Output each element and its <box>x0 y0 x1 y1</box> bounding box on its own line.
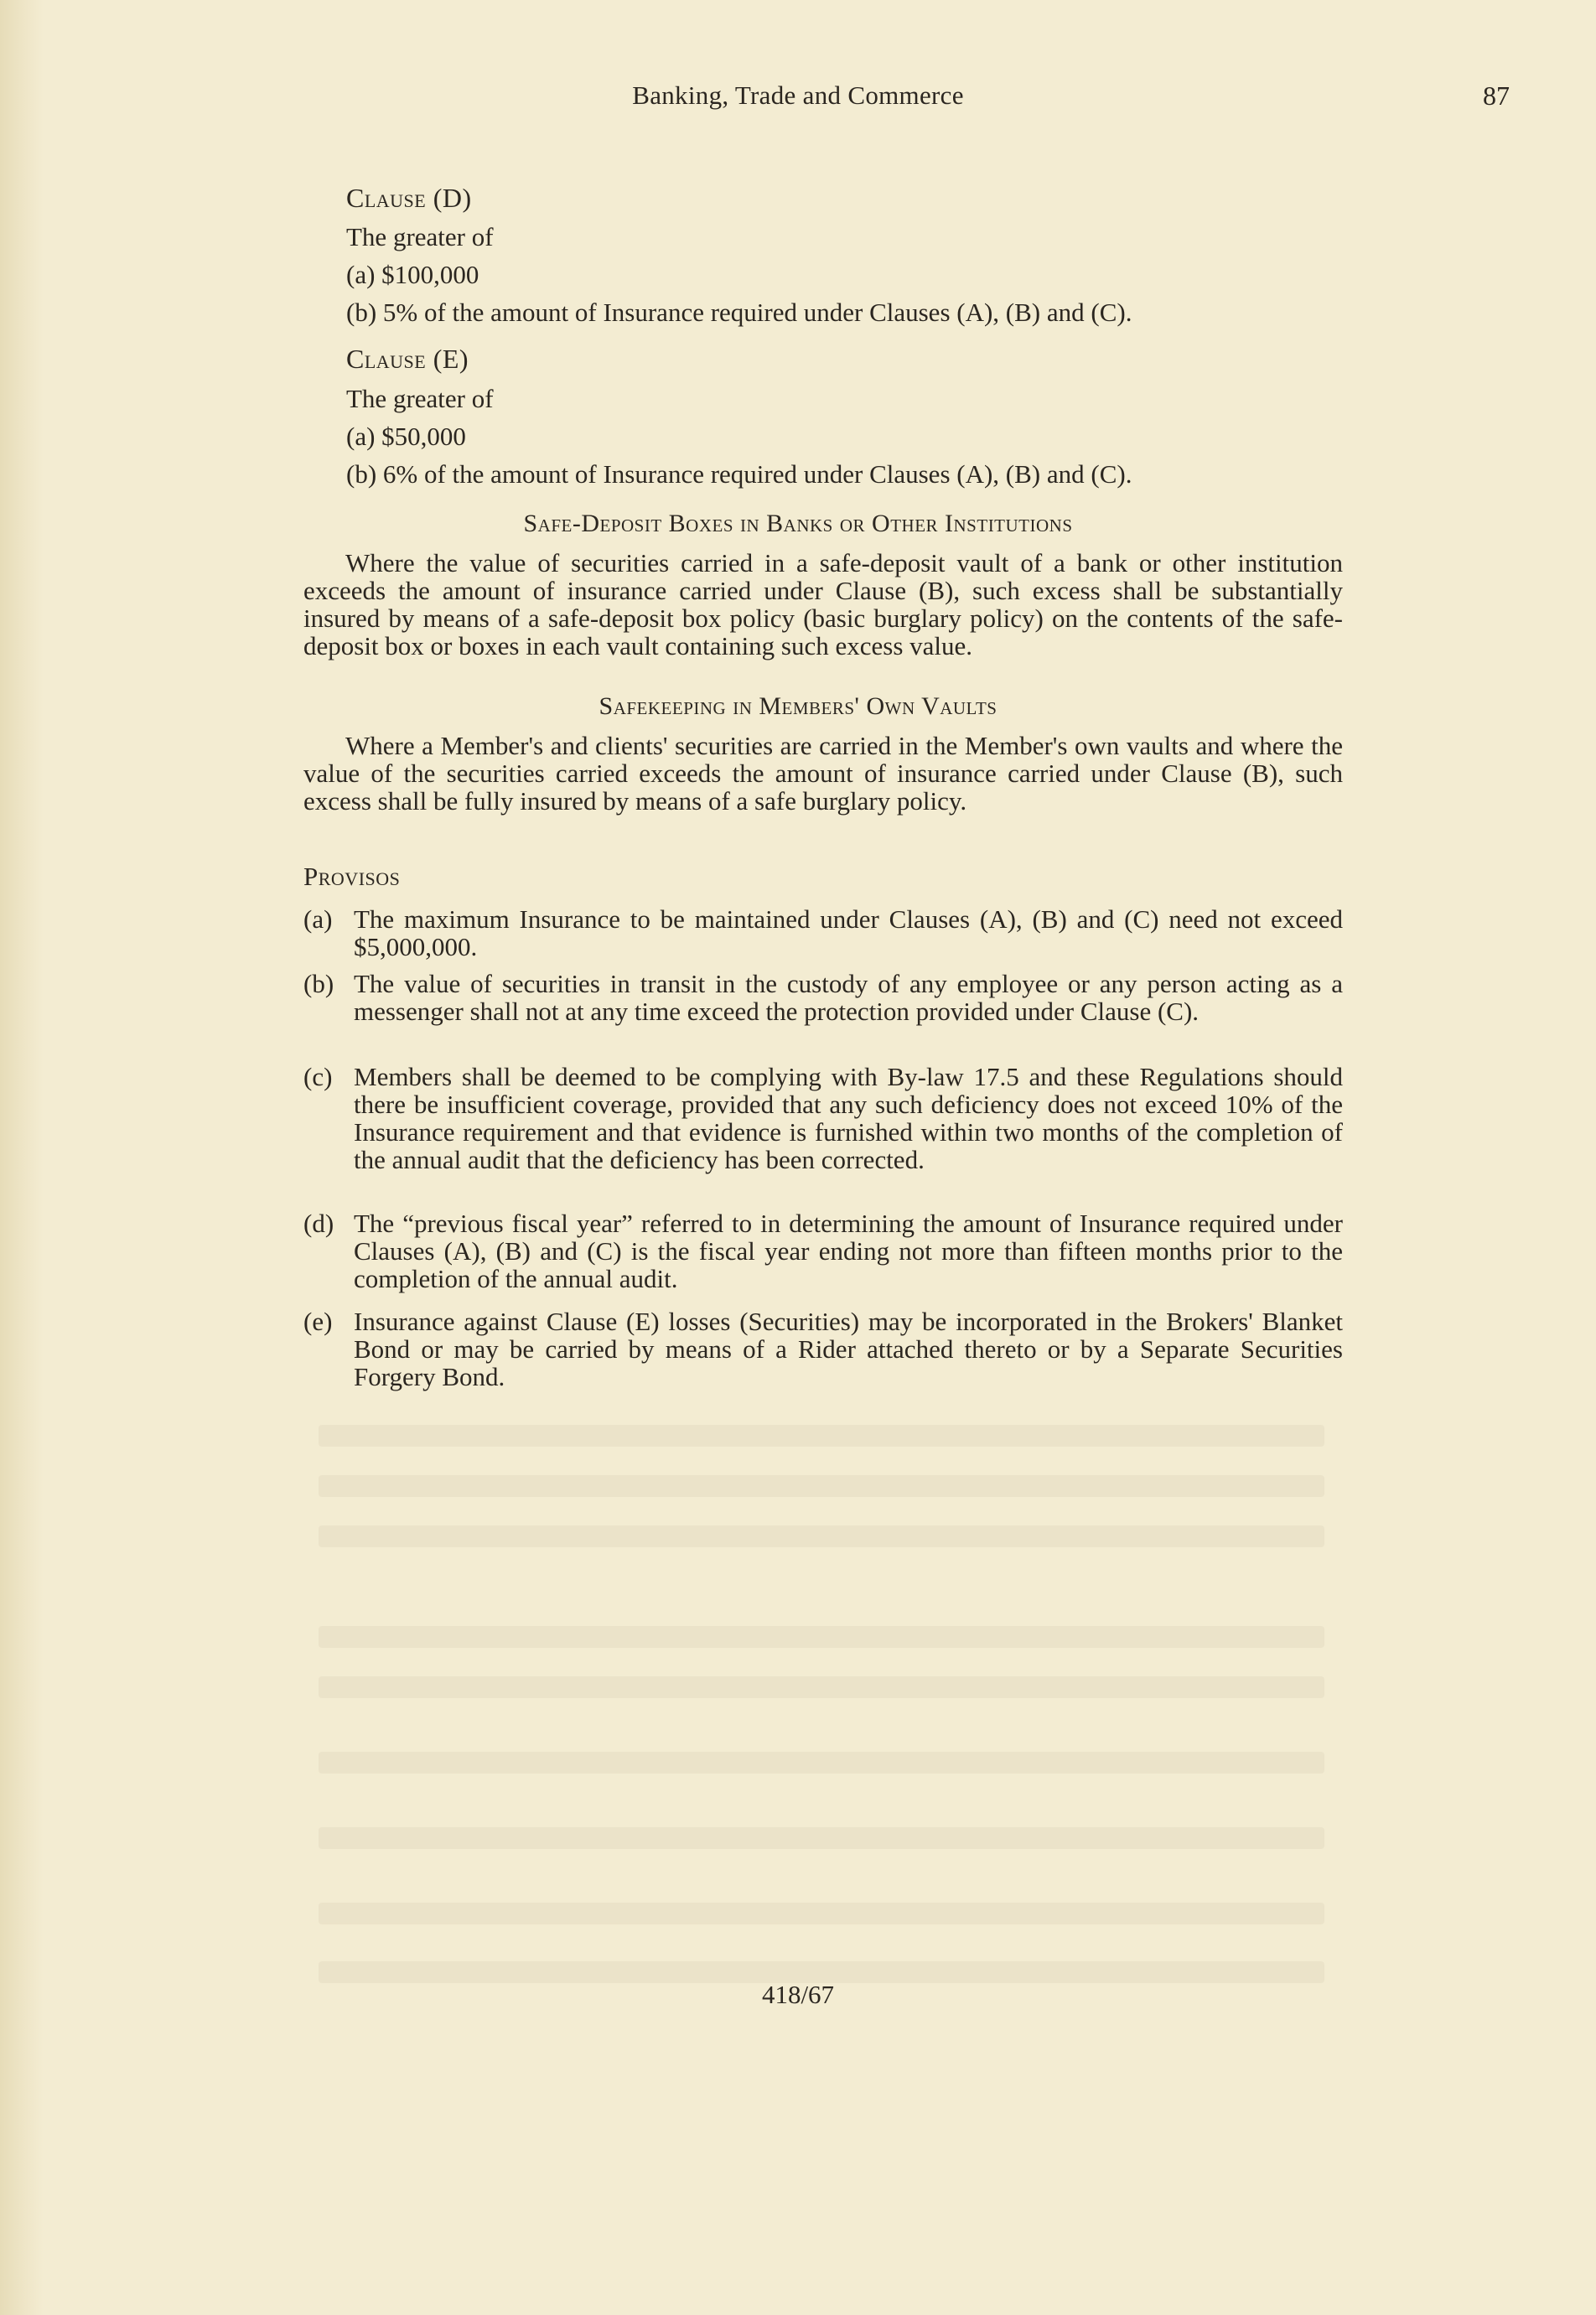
proviso-item <box>303 970 1343 1025</box>
clause-d-heading: Clause (D) <box>346 183 472 213</box>
safe-deposit-paragraph: Where the value of securities carried in a safe-deposit vault of a bank or other institution exceeds the amount of insurance carried under Clause (B), such excess shall be substantially insured by means of a safe-deposit box policy (basic burglary policy) on the contents of the safe-deposit box or boxes in each vault containing such excess value. <box>303 548 1343 660</box>
proviso-text: Insurance against Clause (E) losses (Securities) may be incorporated in the Brokers' Blanket Bond or may be carried by means of a Rider attached thereto or by a Separate Securities Forgery Bond. <box>354 1307 1343 1391</box>
proviso-label: (e) <box>303 1307 333 1336</box>
clause-d-item-b: (b) 5% of the amount of Insurance required under Clauses (A), (B) and (C). <box>346 298 1132 327</box>
show-through-shadow <box>319 1475 1324 1497</box>
page-binding-edge <box>0 0 44 2315</box>
proviso-label: (d) <box>303 1209 334 1238</box>
proviso-label: (c) <box>303 1062 333 1091</box>
proviso-item <box>303 1209 1343 1292</box>
running-header-title: Banking, Trade and Commerce <box>632 80 964 110</box>
show-through-shadow <box>319 1903 1324 1924</box>
proviso-text: The maximum Insurance to be maintained under Clauses (A), (B) and (C) need not exceed $5,000,000. <box>354 904 1343 961</box>
show-through-shadow <box>319 1827 1324 1849</box>
show-through-shadow <box>319 1425 1324 1447</box>
proviso-item <box>303 1063 1343 1173</box>
safekeeping-heading: Safekeeping in Members' Own Vaults <box>598 692 998 720</box>
show-through-shadow <box>319 1676 1324 1698</box>
proviso-label: (a) <box>303 904 333 934</box>
show-through-shadow <box>319 1752 1324 1774</box>
show-through-shadow <box>319 1626 1324 1648</box>
proviso-text: The “previous fiscal year” referred to in determining the amount of Insurance required under Clauses (A), (B) and (C) is the fiscal year ending not more than fifteen months prior to the completion of the annual audit. <box>354 1209 1343 1293</box>
clause-d-intro: The greater of <box>346 222 494 251</box>
clause-e-intro: The greater of <box>346 384 494 413</box>
provisos-heading: Provisos <box>303 862 401 891</box>
proviso-label: (b) <box>303 969 334 998</box>
proviso-text: The value of securities in transit in the custody of any employee or any person acting as a messenger shall not at any time exceed the protection provided under Clause (C). <box>354 969 1343 1026</box>
page-number: 87 <box>1483 80 1510 111</box>
clause-e-item-a: (a) $50,000 <box>346 422 466 451</box>
safekeeping-paragraph: Where a Member's and clients' securities are carried in the Member's own vaults and where the value of the securities carried exceeds the amount of insurance carried under Clause (B), such excess shall be fully insured by means of a safe burglary policy. <box>303 731 1343 816</box>
proviso-item <box>303 1308 1343 1391</box>
safe-deposit-heading: Safe-Deposit Boxes in Banks or Other Institutions <box>523 510 1073 537</box>
clause-e-heading: Clause (E) <box>346 344 469 374</box>
clause-d-item-a: (a) $100,000 <box>346 260 479 289</box>
proviso-item <box>303 905 1343 961</box>
show-through-shadow <box>319 1525 1324 1547</box>
clause-e-item-b: (b) 6% of the amount of Insurance required under Clauses (A), (B) and (C). <box>346 459 1132 489</box>
proviso-text: Members shall be deemed to be complying with By-law 17.5 and these Regulations should there be insufficient coverage, provided that any such deficiency does not exceed 10% of the Insurance requirement and that evidence is furnished within two months of the completion of the annual audit that the deficiency has been corrected. <box>354 1062 1343 1174</box>
document-code: 418/67 <box>761 1980 835 2009</box>
